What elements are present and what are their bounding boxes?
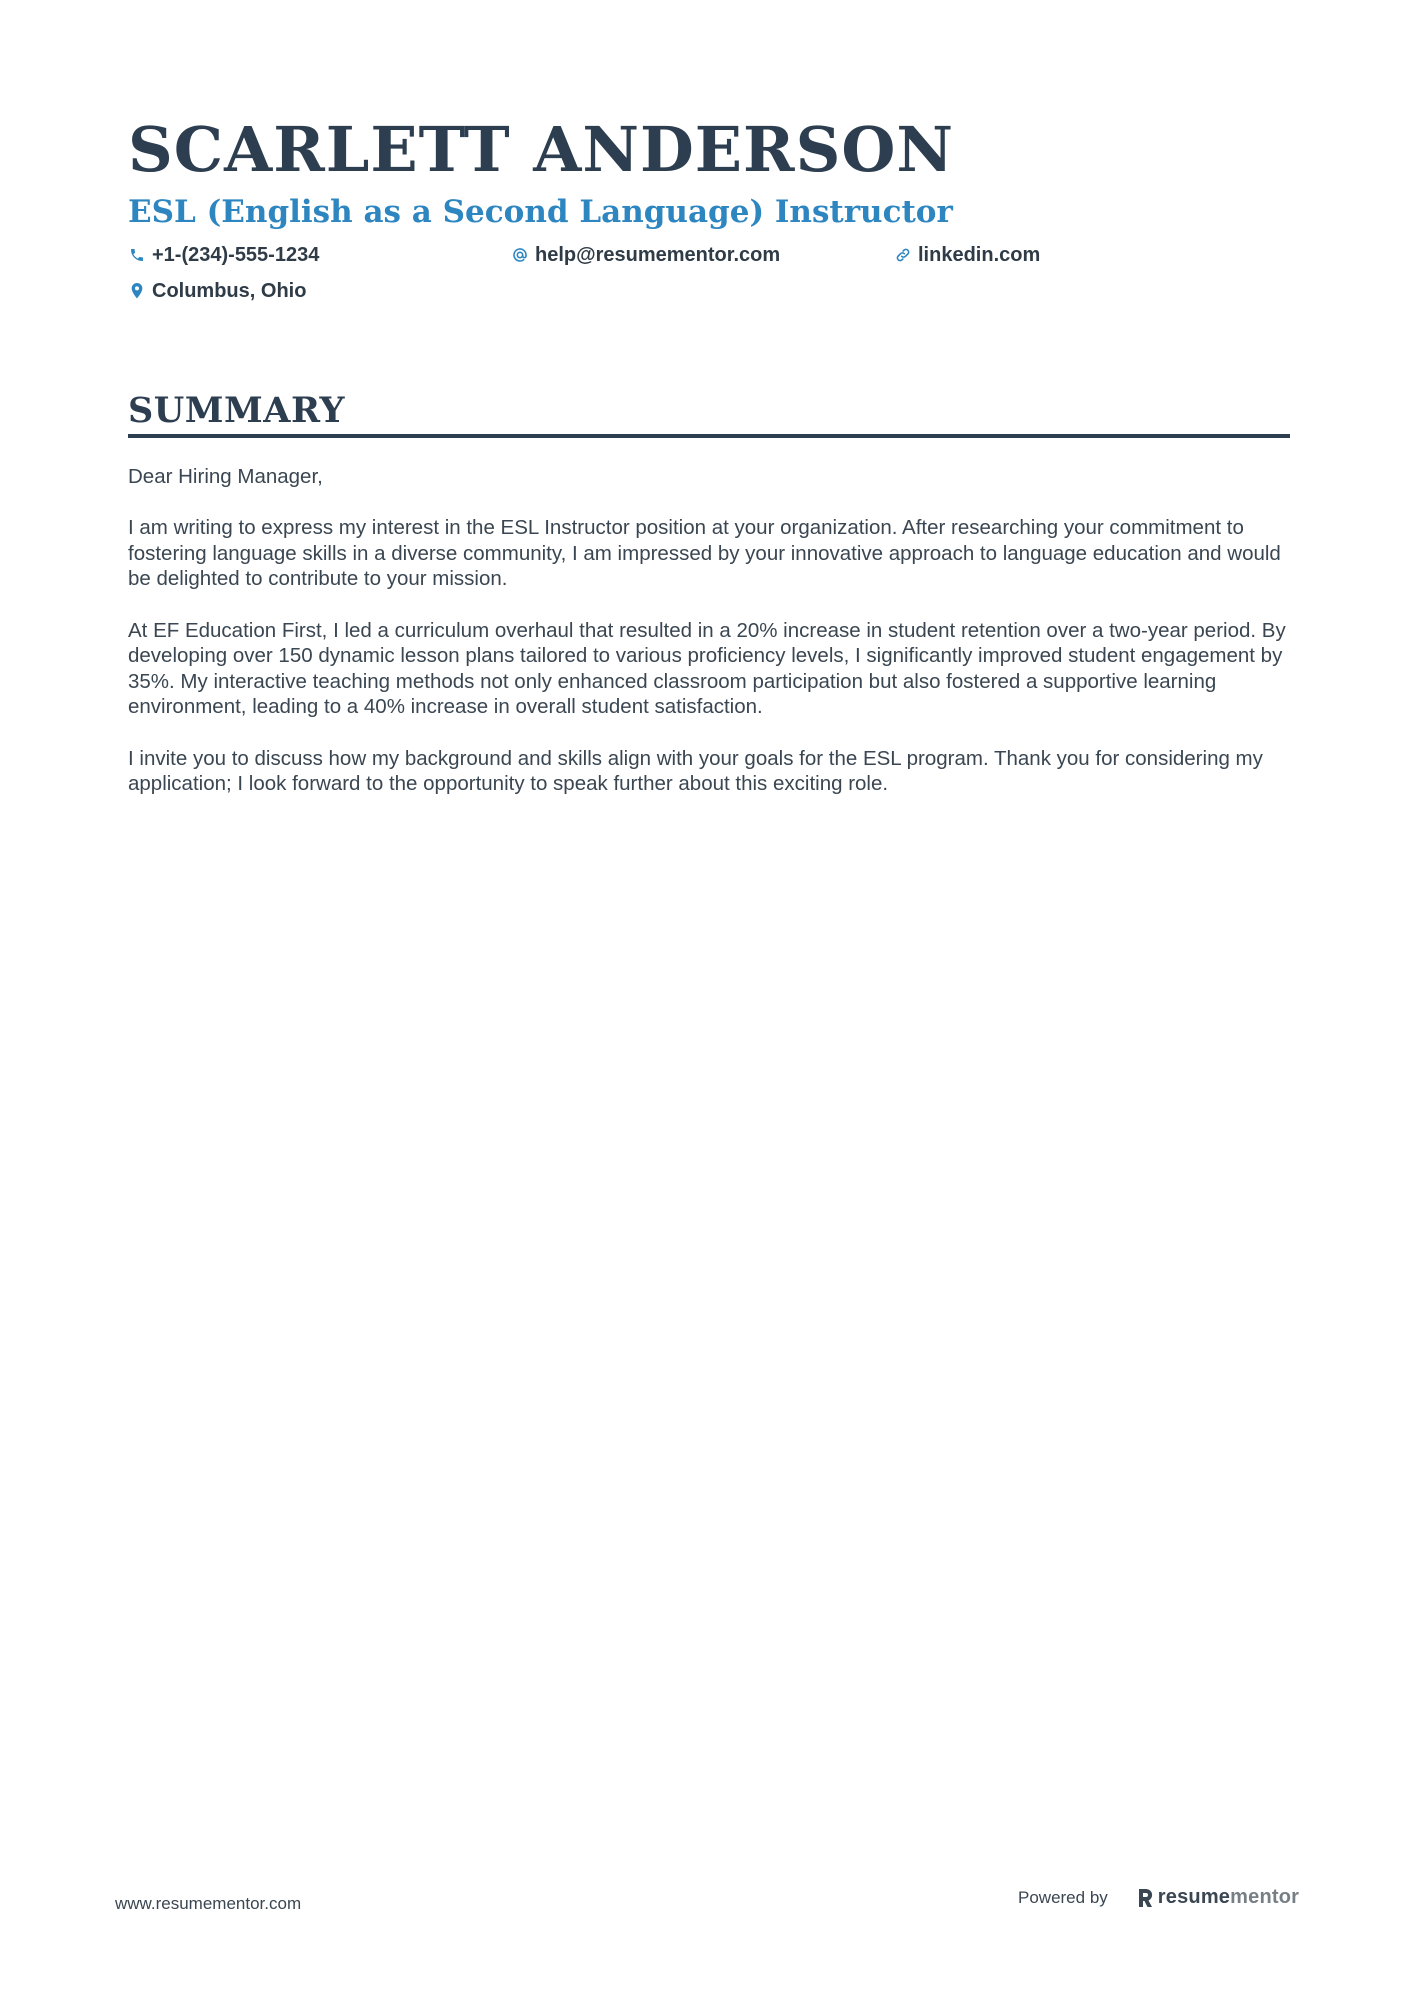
- location-text: Columbus, Ohio: [152, 279, 307, 302]
- paragraph-achievements: At EF Education First, I led a curriculum overhaul that resulted in a 20% increase in student retention over a two-year period. By developing over 150 dynamic lesson plans tailored to various proficiency levels, I significantly improved student engagement by 35%. My interactive teaching methods not only enhanced classroom participation but also fostered a supportive learning environment, leading to a 40% increase in overall student satisfaction.: [128, 618, 1286, 719]
- candidate-name: SCARLETT ANDERSON: [128, 113, 955, 186]
- salutation: Dear Hiring Manager,: [128, 465, 323, 488]
- contact-email[interactable]: [511, 240, 780, 270]
- at-icon: [511, 246, 529, 264]
- contact-info: [128, 240, 1288, 320]
- email-text[interactable]: help@resumementor.com: [535, 243, 781, 266]
- phone-icon: [128, 246, 146, 264]
- link-icon: [894, 246, 912, 264]
- resumementor-logo[interactable]: [1138, 1886, 1299, 1909]
- resume-header: [128, 112, 1288, 320]
- contact-linkedin[interactable]: [894, 240, 1040, 270]
- map-pin-icon: [128, 282, 146, 300]
- powered-by-label: Powered by: [1018, 1887, 1108, 1907]
- contact-location: [128, 276, 306, 306]
- candidate-role: ESL (English as a Second Language) Instructor: [128, 194, 953, 230]
- resumementor-logo-icon: [1138, 1888, 1154, 1908]
- contact-phone: [128, 240, 319, 270]
- paragraph-closing: I invite you to discuss how my background and skills align with your goals for the ESL program. Thank you for considering my application; I look forward to the opportunity to speak further about this exciting role.: [128, 746, 1263, 796]
- brand-text-mentor: mentor: [1230, 1886, 1300, 1908]
- summary-title: SUMMARY: [128, 390, 345, 431]
- linkedin-text[interactable]: linkedin.com: [918, 243, 1041, 266]
- footer-website[interactable]: www.resumementor.com: [115, 1894, 302, 1913]
- summary-body: [128, 464, 1290, 797]
- footer-branding: [1018, 1886, 1299, 1909]
- section-divider: [128, 434, 1290, 438]
- brand-text-resume: resume: [1157, 1886, 1231, 1908]
- summary-section: [128, 390, 1290, 822]
- phone-text: +1-(234)-555-1234: [152, 243, 320, 266]
- paragraph-intro: I am writing to express my interest in the ESL Instructor position at your organization. After researching your commitment to fostering language skills in a diverse community, I am impressed by your innovative approach to language education and would be delighted to contribute to your mission.: [128, 516, 1281, 591]
